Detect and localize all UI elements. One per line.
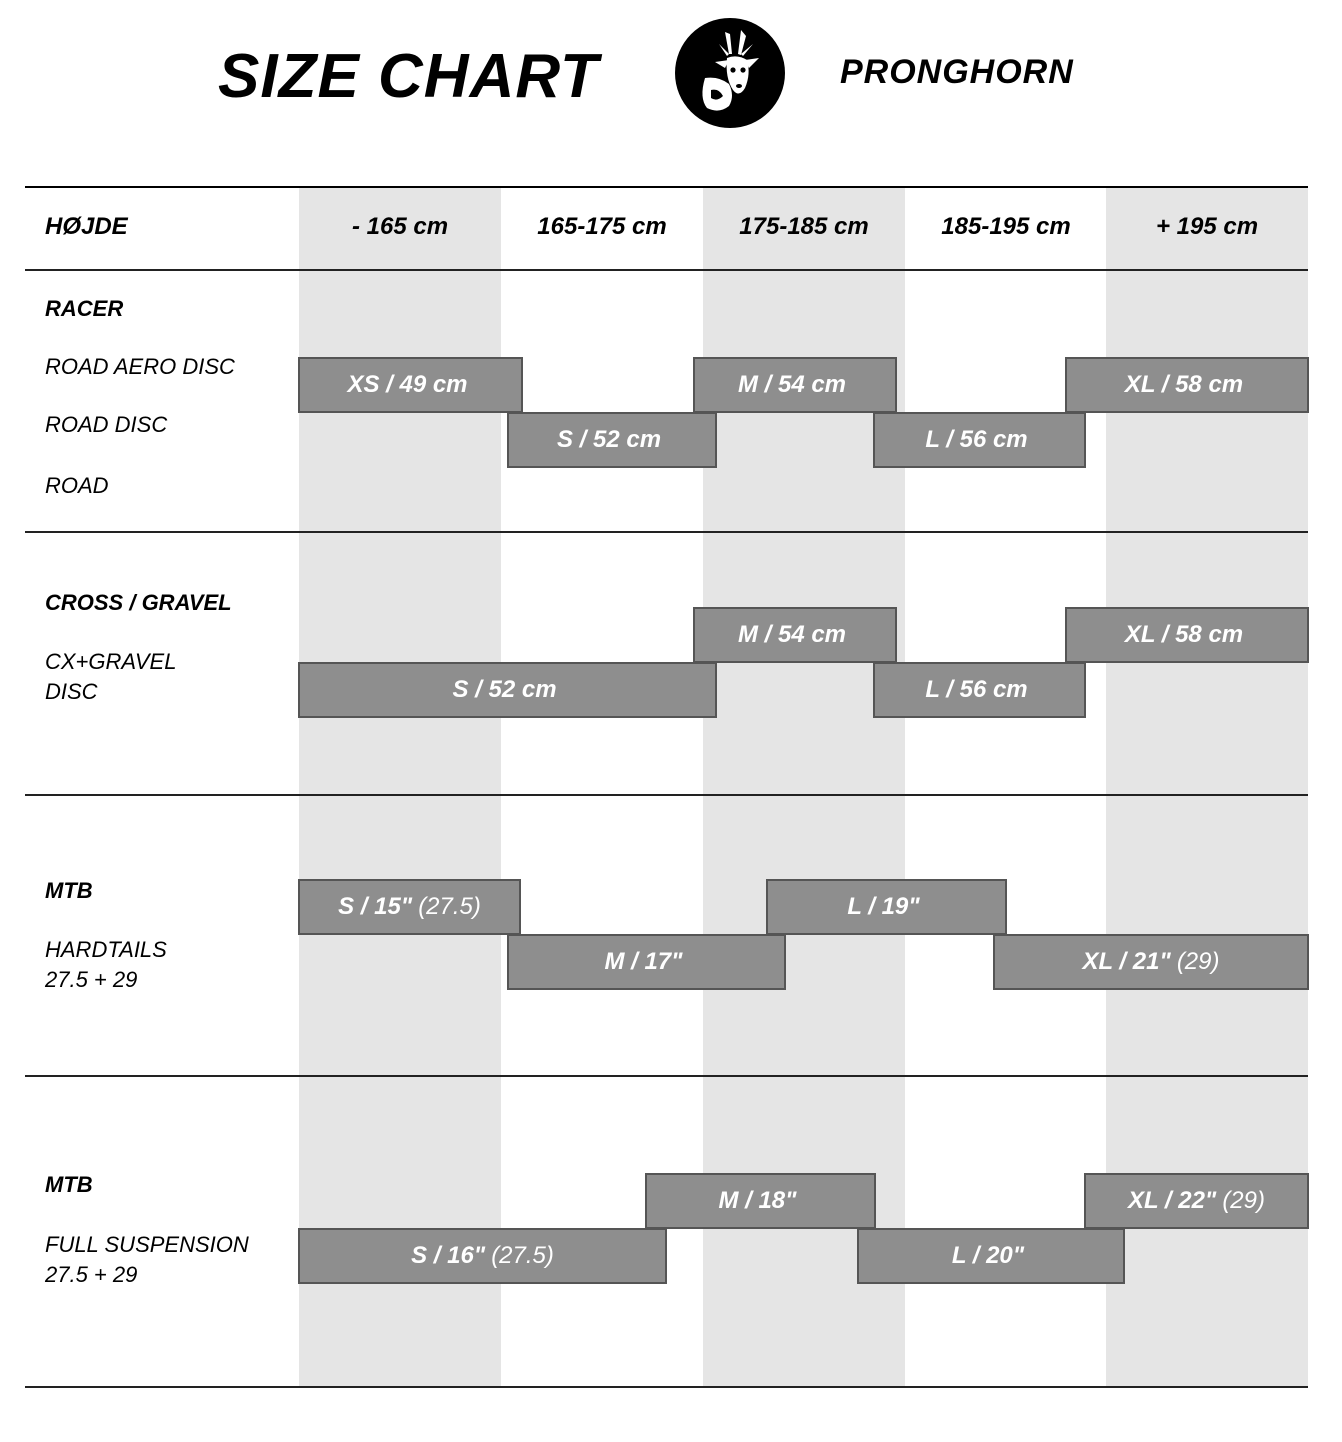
size-label: XL / 21"	[1082, 948, 1171, 975]
size-label: L / 56 cm	[925, 676, 1028, 703]
brand-logo: PRONGHORN	[840, 53, 1074, 91]
model-label: 27.5 + 29	[45, 1262, 138, 1287]
category-label: CROSS / GRAVEL	[45, 590, 232, 615]
size-bar	[1065, 357, 1309, 413]
size-note: (29)	[1222, 1187, 1265, 1214]
section-divider	[25, 794, 1308, 796]
page-title: SIZE CHART	[218, 42, 599, 111]
size-bar	[1065, 607, 1309, 663]
column-header: 185-195 cm	[941, 213, 1071, 240]
size-bar	[873, 662, 1086, 718]
model-label: HARDTAILS	[45, 937, 167, 962]
size-label: XL / 58 cm	[1124, 621, 1244, 648]
section-divider	[25, 531, 1308, 533]
size-label: L / 19"	[847, 893, 920, 920]
size-label: XL / 58 cm	[1124, 371, 1244, 398]
size-label: S / 52 cm	[452, 676, 557, 703]
size-bar	[507, 934, 786, 990]
size-note: (29)	[1176, 948, 1220, 975]
category-label: RACER	[45, 296, 124, 321]
size-note: (27.5)	[418, 893, 481, 920]
model-label: ROAD DISC	[45, 412, 168, 437]
pronghorn-logo-icon	[675, 18, 785, 128]
size-label: M / 54 cm	[737, 371, 847, 398]
model-label: FULL SUSPENSION	[45, 1232, 249, 1257]
model-label: 27.5 + 29	[45, 967, 138, 992]
table-bottom-rule	[25, 1386, 1308, 1388]
size-bar	[693, 607, 897, 663]
size-bar	[766, 879, 1007, 935]
height-label: HØJDE	[45, 213, 128, 240]
column-header: - 165 cm	[351, 213, 449, 240]
size-label: S / 52 cm	[556, 426, 662, 453]
size-bar	[993, 934, 1309, 990]
size-bar	[507, 412, 717, 468]
header-divider	[25, 269, 1308, 271]
size-label: M / 54 cm	[737, 621, 847, 648]
category-label: MTB	[45, 878, 93, 903]
category-label: MTB	[45, 1172, 93, 1197]
size-bar	[857, 1228, 1125, 1284]
column-header: 165-175 cm	[537, 213, 667, 240]
size-bar	[298, 662, 717, 718]
size-label: L / 20"	[951, 1242, 1025, 1269]
size-bar	[693, 357, 897, 413]
size-bar	[298, 879, 521, 935]
size-bar	[1084, 1173, 1309, 1229]
column-header: 175-185 cm	[739, 213, 869, 240]
size-label: M / 17"	[604, 948, 683, 975]
size-note: (27.5)	[491, 1242, 554, 1269]
column-header: + 195 cm	[1155, 213, 1259, 240]
size-label: S / 15"	[338, 893, 413, 920]
size-label: XL / 22"	[1128, 1187, 1217, 1214]
model-label: ROAD	[45, 473, 109, 498]
size-label: M / 18"	[718, 1187, 797, 1214]
model-label: ROAD AERO DISC	[45, 354, 235, 379]
size-bar	[298, 357, 523, 413]
model-label: CX+GRAVEL	[45, 649, 177, 674]
size-label: L / 56 cm	[925, 426, 1028, 453]
size-label: S / 16"	[411, 1242, 486, 1269]
model-label: DISC	[45, 679, 98, 704]
size-bar	[873, 412, 1086, 468]
size-label: XS / 49 cm	[347, 371, 468, 398]
size-bar	[298, 1228, 667, 1284]
table-top-rule	[25, 186, 1308, 188]
section-divider	[25, 1075, 1308, 1077]
size-bar	[645, 1173, 876, 1229]
